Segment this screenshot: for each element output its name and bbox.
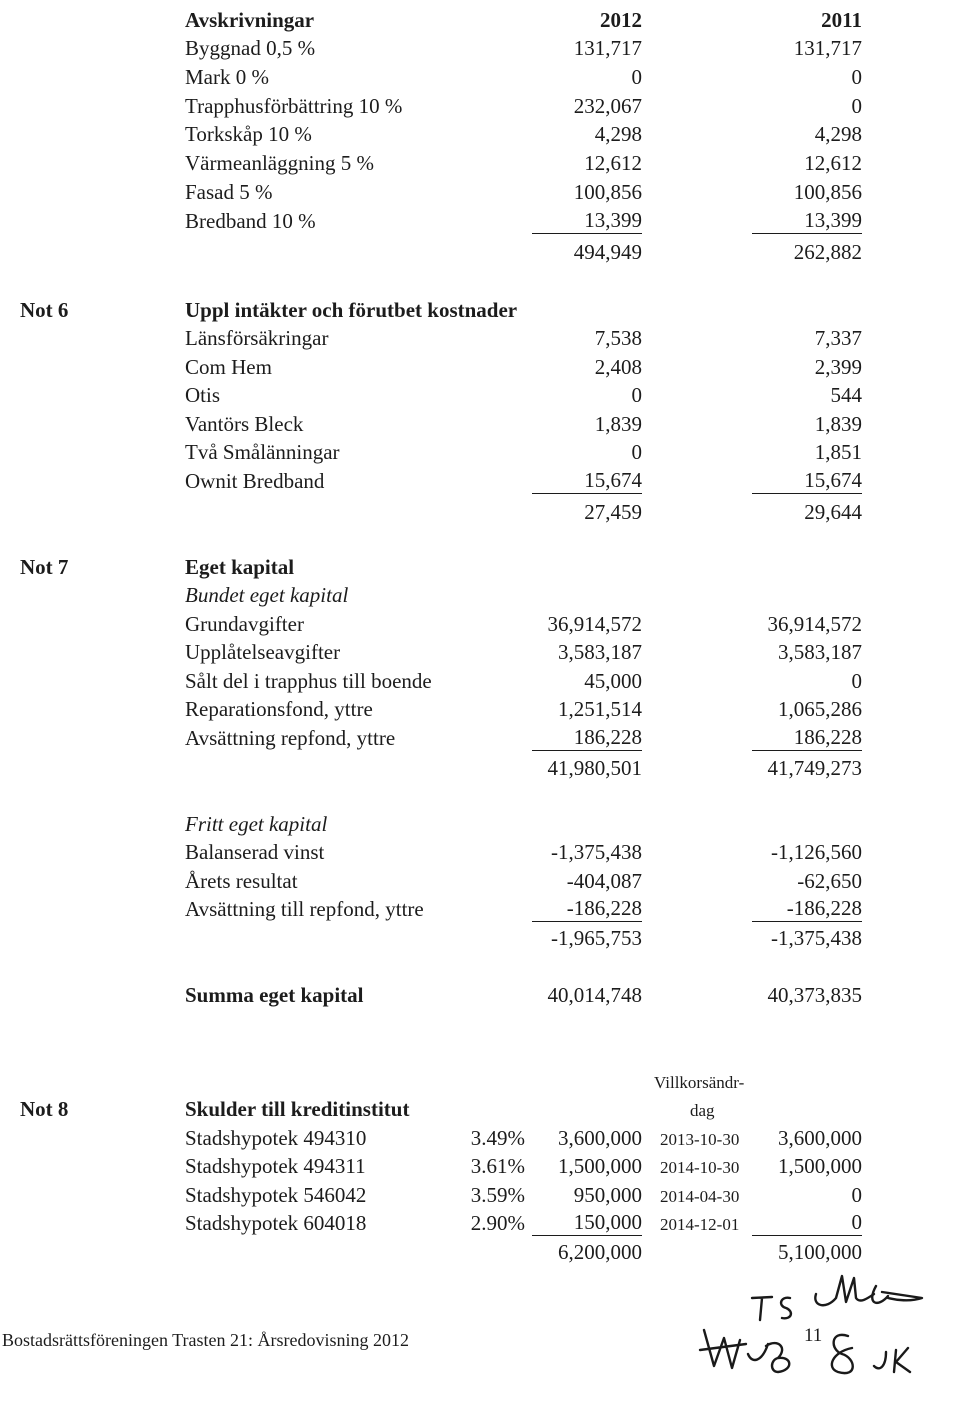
avskr-row-2012: 13,399	[532, 207, 642, 234]
fritt-row-2011: -1,126,560	[771, 840, 862, 864]
bundet-row-2011: 0	[851, 669, 862, 693]
fritt-row-2012: -1,375,438	[551, 840, 642, 864]
page-number: 11	[804, 1325, 823, 1346]
bundet-total-2012: 41,980,501	[547, 756, 642, 780]
handwritten-initials-signature	[690, 1268, 940, 1393]
avskr-total-2012: 494,949	[573, 240, 642, 264]
fritt-row-2012: -404,087	[566, 869, 642, 893]
not7-title: Eget kapital	[185, 555, 295, 579]
avskr-row-2011: 100,856	[793, 180, 862, 204]
avskr-row-2011: 0	[851, 94, 862, 118]
not6-row-label: Två Smålänningar	[185, 440, 340, 464]
bundet-row-label: Avsättning repfond, yttre	[185, 726, 396, 750]
loan-row-2011: 0	[752, 1209, 862, 1236]
avskr-row-label: Torkskåp 10 %	[185, 122, 312, 146]
not6-label: Not 6	[20, 298, 69, 322]
villkor-header-1: Villkorsändr-	[654, 1073, 745, 1092]
not6-row-2011: 1,851	[814, 440, 862, 464]
fritt-row-label: Balanserad vinst	[185, 840, 325, 864]
avskr-row-2012: 0	[631, 65, 642, 89]
avskrivningar-title: Avskrivningar	[185, 8, 315, 32]
avskr-row-2012: 12,612	[584, 151, 642, 175]
loan-row-date: 2014-12-01	[660, 1215, 740, 1234]
not6-row-label: Ownit Bredband	[185, 469, 325, 493]
loan-row-date: 2014-04-30	[660, 1187, 740, 1206]
avskr-row-2012: 4,298	[594, 122, 642, 146]
footer-text: Bostadsrättsföreningen Trasten 21: Årsredovisning 2012	[2, 1330, 409, 1350]
not6-row-2012: 2,408	[594, 355, 642, 379]
avskr-row-2011: 131,717	[793, 36, 862, 60]
avskr-row-2011: 12,612	[804, 151, 862, 175]
not6-row-2011: 15,674	[752, 467, 862, 494]
not8-title: Skulder till kreditinstitut	[185, 1097, 410, 1121]
avskr-row-2012: 100,856	[573, 180, 642, 204]
not6-row-label: Com Hem	[185, 355, 272, 379]
loan-row-2011: 3,600,000	[778, 1126, 862, 1150]
avskr-row-2011: 4,298	[814, 122, 862, 146]
avskr-row-label: Byggnad 0,5 %	[185, 36, 316, 60]
bundet-title: Bundet eget kapital	[185, 583, 349, 607]
bundet-row-label: Grundavgifter	[185, 612, 304, 636]
loan-total-2011: 5,100,000	[778, 1240, 862, 1264]
bundet-row-2011: 36,914,572	[767, 612, 862, 636]
avskr-row-label: Fasad 5 %	[185, 180, 273, 204]
bundet-row-2012: 45,000	[584, 669, 642, 693]
not6-row-2012: 1,839	[594, 412, 642, 436]
not6-row-label: Vantörs Bleck	[185, 412, 304, 436]
not6-total-2012: 27,459	[584, 500, 642, 524]
fritt-row-label: Avsättning till repfond, yttre	[185, 897, 424, 921]
year-2011-header: 2011	[821, 8, 862, 32]
year-2012-header: 2012	[600, 8, 642, 32]
not6-row-2012: 15,674	[532, 467, 642, 494]
avskr-row-2012: 232,067	[573, 94, 642, 118]
fritt-total-2012: -1,965,753	[551, 926, 642, 950]
bundet-row-2012: 186,228	[532, 724, 642, 751]
not6-row-2011: 7,337	[814, 326, 862, 350]
bundet-row-2011: 1,065,286	[778, 697, 862, 721]
not6-row-label: Otis	[185, 383, 221, 407]
avskr-row-label: Bredband 10 %	[185, 209, 316, 233]
not6-row-2012: 0	[631, 440, 642, 464]
bundet-row-2012: 1,251,514	[558, 697, 642, 721]
avskr-row-label: Mark 0 %	[185, 65, 269, 89]
loan-row-label: Stadshypotek 494311	[185, 1154, 366, 1178]
avskr-row-2012: 131,717	[573, 36, 642, 60]
fritt-row-2011: -186,228	[752, 895, 862, 922]
not7-label: Not 7	[20, 555, 69, 579]
loan-row-2011: 0	[851, 1183, 862, 1207]
bundet-row-2011: 186,228	[752, 724, 862, 751]
loan-row-label: Stadshypotek 494310	[185, 1126, 367, 1150]
bundet-row-2011: 3,583,187	[778, 640, 862, 664]
avskr-total-2011: 262,882	[793, 240, 862, 264]
loan-row-rate: 3.59%	[470, 1183, 525, 1207]
villkor-header-2: dag	[690, 1101, 715, 1120]
avskr-row-label: Trapphusförbättring 10 %	[185, 94, 403, 118]
fritt-total-2011: -1,375,438	[771, 926, 862, 950]
loan-row-rate: 2.90%	[470, 1211, 525, 1235]
loan-row-rate: 3.61%	[470, 1154, 525, 1178]
not6-total-2011: 29,644	[804, 500, 862, 524]
loan-total-2012: 6,200,000	[558, 1240, 642, 1264]
summa-eget-kapital-label: Summa eget kapital	[185, 983, 364, 1007]
loan-row-date: 2014-10-30	[660, 1158, 740, 1177]
loan-row-label: Stadshypotek 546042	[185, 1183, 367, 1207]
avskr-row-2011: 13,399	[752, 207, 862, 234]
not8-label: Not 8	[20, 1097, 69, 1121]
not6-row-2012: 7,538	[594, 326, 642, 350]
bundet-row-label: Reparationsfond, yttre	[185, 697, 373, 721]
not6-row-2011: 544	[830, 383, 862, 407]
bundet-row-label: Upplåtelseavgifter	[185, 640, 341, 664]
summa-eget-kapital-2012: 40,014,748	[547, 983, 642, 1007]
fritt-row-2011: -62,650	[797, 869, 862, 893]
fritt-row-label: Årets resultat	[185, 869, 298, 893]
summa-eget-kapital-2011: 40,373,835	[767, 983, 862, 1007]
not6-title: Uppl intäkter och förutbet kostnader	[185, 298, 518, 322]
loan-row-date: 2013-10-30	[660, 1130, 740, 1149]
loan-row-2012: 150,000	[532, 1209, 642, 1236]
loan-row-2012: 1,500,000	[558, 1154, 642, 1178]
bundet-row-2012: 36,914,572	[547, 612, 642, 636]
not6-row-2011: 2,399	[814, 355, 862, 379]
bundet-total-2011: 41,749,273	[767, 756, 862, 780]
fritt-row-2012: -186,228	[532, 895, 642, 922]
bundet-row-label: Sålt del i trapphus till boende	[185, 669, 432, 693]
loan-row-rate: 3.49%	[470, 1126, 525, 1150]
not6-row-2011: 1,839	[814, 412, 862, 436]
loan-row-2012: 950,000	[573, 1183, 642, 1207]
loan-row-label: Stadshypotek 604018	[185, 1211, 367, 1235]
loan-row-2011: 1,500,000	[778, 1154, 862, 1178]
fritt-title: Fritt eget kapital	[185, 812, 328, 836]
loan-row-2012: 3,600,000	[558, 1126, 642, 1150]
bundet-row-2012: 3,583,187	[558, 640, 642, 664]
not6-row-label: Länsförsäkringar	[185, 326, 329, 350]
avskr-row-2011: 0	[851, 65, 862, 89]
not6-row-2012: 0	[631, 383, 642, 407]
avskr-row-label: Värmeanläggning 5 %	[185, 151, 374, 175]
